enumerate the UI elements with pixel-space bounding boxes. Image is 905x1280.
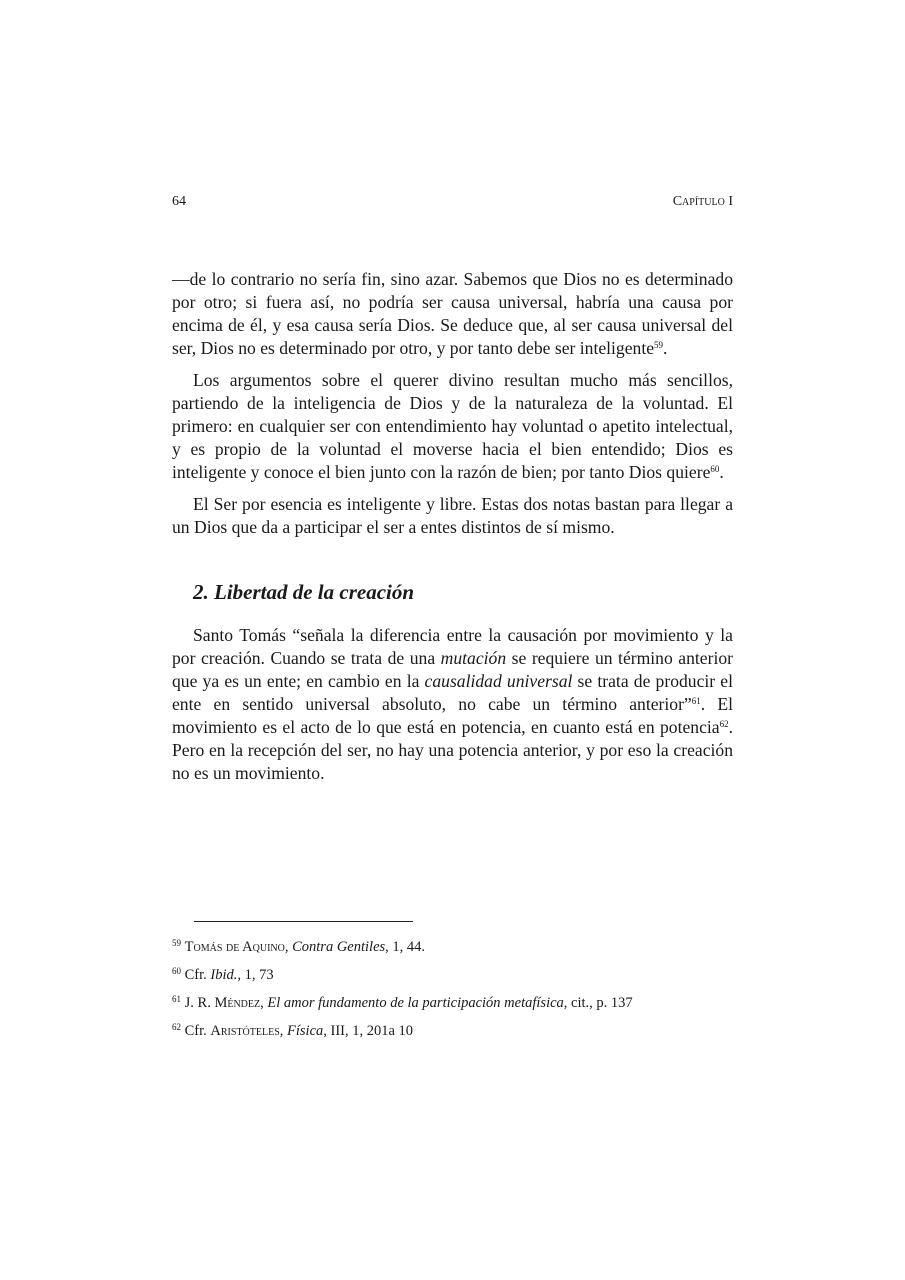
work-title: El amor fundamento de la participación metafísica <box>267 995 564 1011</box>
footnotes <box>172 937 733 1049</box>
running-header <box>172 194 733 210</box>
page-number: 64 <box>172 194 186 209</box>
paragraph <box>172 493 733 539</box>
work-title: Contra Gentiles <box>292 939 386 955</box>
footnote-ref: 62 <box>719 719 729 729</box>
text: . <box>719 462 724 482</box>
footnote <box>172 937 733 957</box>
text: , cit., p. 137 <box>563 995 633 1011</box>
text: Santo Tomás “señala la diferencia entre la causación por movimiento y la por creación. Cuando se trata de una <box>172 625 733 668</box>
footnote <box>172 965 733 985</box>
footnote <box>172 1021 733 1041</box>
text: J. R. <box>184 995 215 1011</box>
footnote-ref: 61 <box>691 696 701 706</box>
text: Cfr. <box>184 1023 211 1039</box>
text: El Ser por esencia es inteligente y libre. Estas dos notas bastan para llegar a un Dios que da a participar el ser a entes distintos de sí mismo. <box>172 494 733 537</box>
text: , <box>279 1023 288 1039</box>
paragraph <box>172 268 733 360</box>
paragraph <box>172 369 733 484</box>
italic-term: mutación <box>440 648 507 668</box>
text: Cfr. <box>184 967 211 983</box>
text: —de lo contrario no sería fin, sino azar. Sabemos que Dios no es determinado por otro; si fuera así, no podría ser causa universal, habría una causa por encima de él, y esa causa sería Dios. Se deduce que, al ser causa universal del ser, Dios no es determinado por otro, y por tanto debe ser inteligente <box>172 269 733 358</box>
text: , <box>284 939 293 955</box>
footnote-divider <box>194 921 413 922</box>
text: , 1, 73 <box>237 967 274 983</box>
text: , 1, 44. <box>385 939 426 955</box>
text: , <box>260 995 268 1011</box>
paragraph <box>172 624 733 785</box>
footnote-number: 62 <box>172 1022 181 1032</box>
footnote <box>172 993 733 1013</box>
italic-term: causalidad universal <box>424 671 573 691</box>
text: , III, 1, 201a 10 <box>323 1023 414 1039</box>
text: . El movimiento es el acto de lo que está en potencia, en cuanto está en potencia <box>172 694 733 737</box>
footnote-number: 61 <box>172 994 181 1004</box>
footnote-ref: 60 <box>710 464 720 474</box>
work-title: Ibid. <box>210 967 238 983</box>
text: . <box>663 338 668 358</box>
footnote-number: 60 <box>172 966 181 976</box>
body-text <box>172 268 733 794</box>
author: Aristóteles <box>210 1023 280 1039</box>
text: se trata de producir el ente en sentido universal absoluto, no cabe un término anterior” <box>172 671 733 714</box>
text: . Pero en la recepción del ser, no hay una potencia anterior, y por eso la creación no es un movimiento. <box>172 717 733 783</box>
author: Tomás de Aquino <box>184 939 285 955</box>
section-heading: 2. Libertad de la creación <box>193 580 415 604</box>
footnote-number: 59 <box>172 938 181 948</box>
work-title: Física <box>287 1023 324 1039</box>
footnote-ref: 59 <box>654 340 664 350</box>
author: Méndez <box>214 995 261 1011</box>
chapter-title: Capítulo I <box>672 194 733 209</box>
text: se requiere un término anterior que ya es un ente; en cambio en la <box>172 648 733 691</box>
text: Los argumentos sobre el querer divino resultan mucho más sencillos, partiendo de la inteligencia de Dios y de la naturaleza de la voluntad. El primero: en cualquier ser con entendimiento hay voluntad o apetito intelectual, y es propio de la voluntad el moverse hacia el bien entendido; Dios es inteligente y conoce el bien junto con la razón de bien; por tanto Dios quiere <box>172 370 733 482</box>
